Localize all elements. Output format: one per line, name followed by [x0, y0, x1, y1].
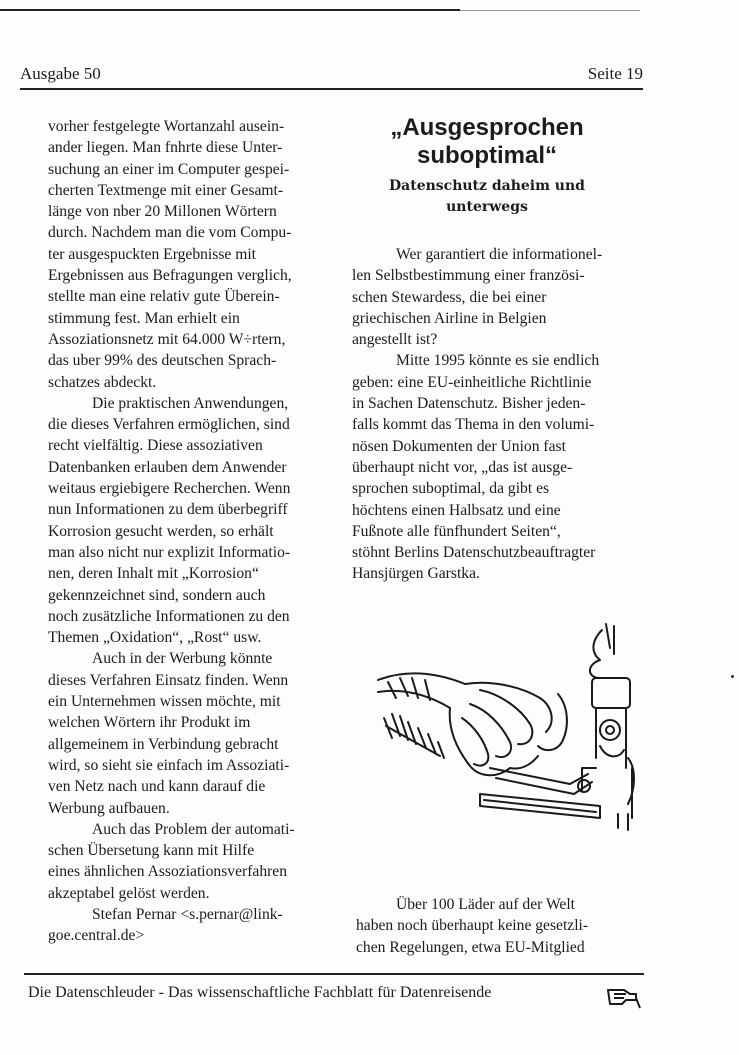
text-line: dieses Verfahren Einsatz finden. Wenn	[48, 671, 289, 689]
text-line: Ergebnissen aus Befragungen verglich,	[48, 267, 292, 285]
text-line: nun Informationen zu dem überbegriff	[48, 501, 288, 519]
text-line: len Selbstbestimmung einer französi-	[352, 267, 585, 285]
text-line: Hansjürgen Garstka.	[352, 565, 480, 583]
text-line: ven Netz nach und kann darauf die	[48, 778, 266, 796]
article-subtitle	[352, 176, 622, 218]
article-subtitle-line: unterwegs	[446, 199, 528, 215]
text-line: wird, so sieht sie einfach im Assoziati-	[48, 756, 290, 774]
text-line: akzeptabel gelöst werden.	[48, 884, 210, 902]
right-column	[352, 114, 642, 585]
text-line: vorher festgelegte Wortanzahl ausein-	[48, 118, 285, 135]
text-line: noch zusätzliche Informationen zu den	[48, 607, 290, 625]
text-line: stöhnt Berlins Datenschutzbeauftragter	[352, 544, 596, 562]
page-header	[20, 64, 643, 86]
text-line: schen Stewardess, die bei einer	[352, 288, 547, 306]
text-line: chen Regelungen, etwa EU-Mitglied	[356, 938, 585, 956]
text-line: Themen „Oxidation“, „Rost“ usw.	[48, 629, 262, 647]
text-line: Fußnote alle fünfhundert Seiten“,	[352, 522, 561, 540]
text-line: eines ähnlichen Assoziationsverfahren	[48, 863, 288, 881]
text-line: Die praktischen Anwendungen,	[92, 394, 289, 412]
article-subtitle-line: Datenschutz daheim und	[389, 178, 585, 194]
text-line: stimmung fest. Man erhielt ein	[48, 309, 240, 327]
scan-speck	[731, 675, 734, 678]
text-line: geben: eine EU-einheitliche Richtlinie	[352, 373, 592, 391]
top-rule	[0, 9, 460, 11]
text-line: schatzes abdeckt.	[48, 373, 157, 391]
text-line: überhaupt nicht vor, „das ist ausge-	[352, 458, 573, 476]
page-number: Seite 19	[587, 64, 643, 83]
text-line: sprochen suboptimal, da gibt es	[352, 480, 550, 498]
text-line: griechischen Airline in Belgien	[352, 309, 547, 327]
text-line: Stefan Pernar <s.pernar@link-	[92, 905, 283, 923]
issue-number: Ausgabe 50	[20, 64, 101, 83]
text-line: suchung an einer im Computer gespei-	[48, 160, 290, 178]
article-title-line: „Ausgesprochen	[390, 114, 584, 141]
text-line: stellte man eine relativ gute Überein-	[48, 288, 280, 306]
text-line: goe.central.de>	[48, 927, 145, 945]
text-line: ander liegen. Man fnhrte diese Unter-	[48, 139, 283, 157]
text-line: man also nicht nur explizit Informatio-	[48, 543, 291, 561]
footer-rule	[24, 973, 644, 975]
text-line: die dieses Verfahren ermöglichen, sind	[48, 416, 290, 434]
text-line: Assoziationsnetz mit 64.000 W÷rtern,	[48, 330, 286, 348]
text-line: nen, deren Inhalt mit „Korrosion“	[48, 565, 259, 583]
text-line: angestellt ist?	[352, 331, 438, 349]
text-line: recht vielfältig. Diese assoziativen	[48, 437, 263, 455]
text-line: Datenbanken erlauben dem Anwender	[48, 458, 287, 476]
text-line: nösen Dokumenten der Union fast	[352, 437, 566, 455]
hand-tools-illustration	[370, 618, 642, 834]
text-line: weitaus ergiebigere Recherchen. Wenn	[48, 480, 291, 498]
text-line: ein Unternehmen wissen möchte, mit	[48, 693, 281, 711]
text-line: welchen Wörtern ihr Produkt im	[48, 714, 251, 732]
text-line: Korrosion gesucht werden, so erhält	[48, 522, 274, 540]
text-line: Werbung aufbauen.	[48, 799, 170, 817]
article-body	[352, 244, 642, 585]
text-line: falls kommt das Thema in den volumi-	[352, 416, 595, 434]
text-line: haben noch überhaupt keine gesetzli-	[356, 917, 589, 935]
text-line: in Sachen Datenschutz. Bisher jeden-	[352, 395, 586, 413]
text-line: Mitte 1995 könnte es sie endlich	[396, 352, 600, 370]
text-line: allgemeinem in Verbindung gebracht	[48, 735, 279, 753]
text-line: Auch das Problem der automati-	[92, 820, 295, 838]
pointing-hand-icon	[606, 984, 642, 1010]
header-rule	[20, 88, 643, 90]
footer-text: Die Datenschleuder - Das wissenschaftliche Fachblatt für Datenreisende	[28, 984, 492, 1001]
text-line: schen Übersetung kann mit Hilfe	[48, 842, 255, 860]
text-line: das uber 99% des deutschen Sprach-	[48, 352, 277, 370]
article-title	[352, 114, 622, 170]
text-line: Auch in der Werbung könnte	[92, 650, 273, 668]
text-line: cherten Textmenge mit einer Gesamt-	[48, 181, 284, 199]
article-continuation	[356, 894, 636, 958]
left-column-text	[48, 116, 330, 947]
text-line: Über 100 Läder auf der Welt	[396, 896, 576, 913]
top-rule-faint	[460, 10, 640, 11]
text-line: länge von nber 20 Millonen Wörtern	[48, 203, 277, 221]
text-line: gekennzeichnet sind, sondern auch	[48, 586, 266, 604]
text-line: ter ausgespuckten Ergebnisse mit	[48, 245, 257, 263]
text-line: Wer garantiert die informationel-	[396, 246, 603, 263]
text-line: durch. Nachdem man die vom Compu-	[48, 224, 292, 242]
article-title-line: suboptimal“	[416, 142, 557, 169]
text-line: höchtens einen Halbsatz und eine	[352, 501, 561, 519]
